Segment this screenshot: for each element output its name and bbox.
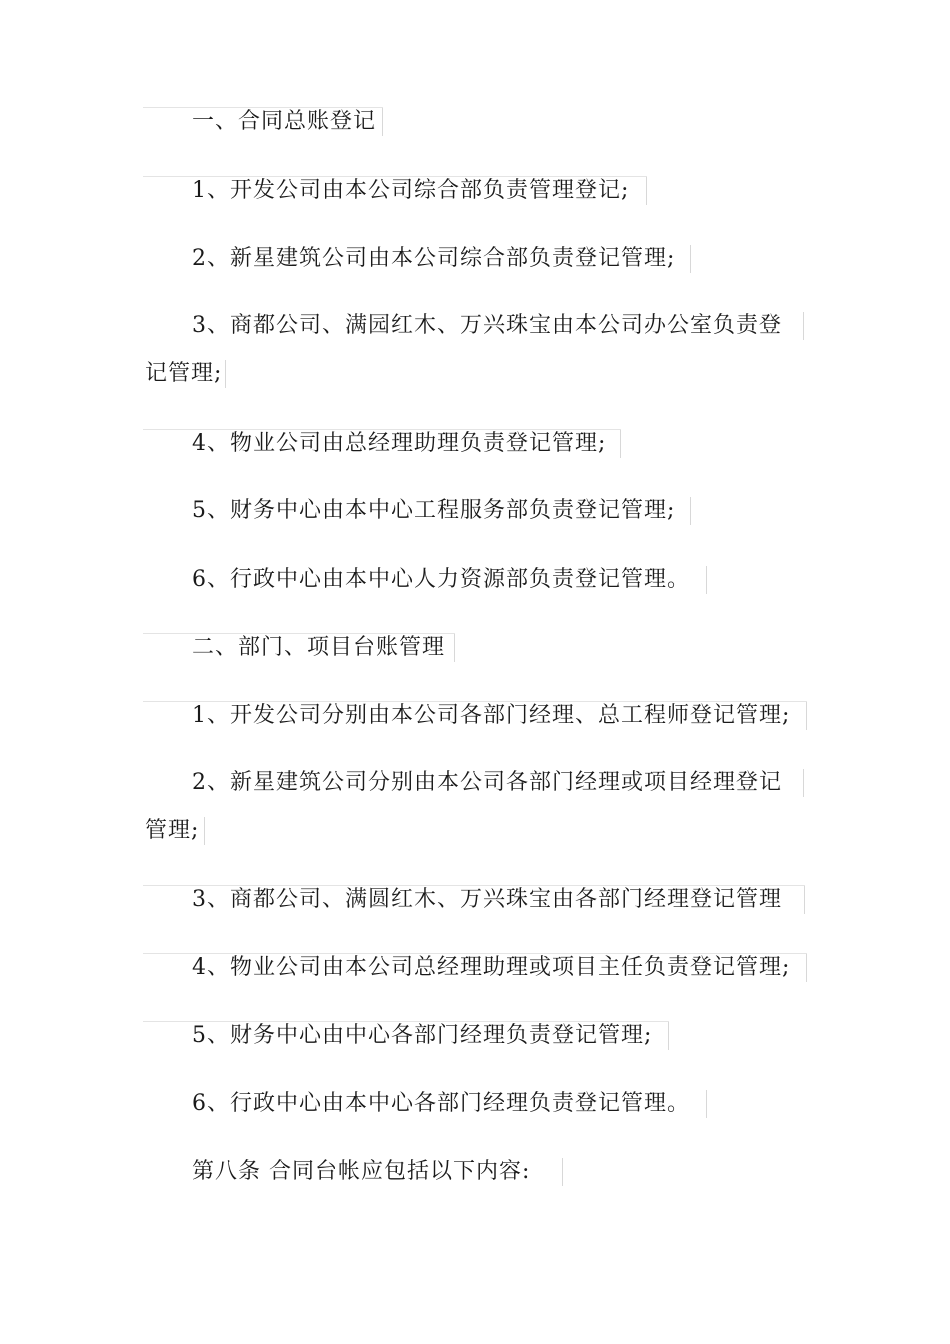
paragraph-line: 5、财务中心由本中心工程服务部负责登记管理; [192,498,676,523]
guide-rule [803,312,804,340]
list-item [192,177,629,205]
paragraph-line: 管理; [145,818,200,843]
list-item [192,1022,652,1050]
guide-rule [454,634,455,662]
guide-rule [706,566,707,594]
guide-rule [806,954,807,982]
paragraph-line: 4、物业公司由本公司总经理助理或项目主任负责登记管理; [192,955,791,980]
guide-rule [706,1090,707,1118]
guide-rule [803,769,804,797]
list-item [192,1090,690,1118]
paragraph-line: 1、开发公司由本公司综合部负责管理登记; [192,178,630,203]
paragraph-line: 记管理; [145,361,223,386]
paragraph-line: 1、开发公司分别由本公司各部门经理、总工程师登记管理; [192,703,791,728]
list-item [192,566,690,594]
paragraph-line: 二、部门、项目台账管理 [192,635,446,660]
guide-rule [804,886,805,914]
paragraph-line: 2、新星建筑公司分别由本公司各部门经理或项目经理登记 [192,770,782,795]
guide-rule [382,108,383,136]
guide-rule [690,245,691,273]
section-heading [192,634,445,662]
paragraph-line: 5、财务中心由中心各部门经理负责登记管理; [192,1023,653,1048]
list-item [192,702,790,730]
paragraph-line: 3、商都公司、满园红木、万兴珠宝由本公司办公室负责登 [192,313,782,338]
guide-rule [225,360,226,388]
paragraph-line: 2、新星建筑公司由本公司综合部负责登记管理; [192,246,676,271]
guide-rule [204,817,205,845]
guide-rule [646,177,647,205]
article-heading [192,1158,530,1186]
list-item [192,497,675,525]
list-item [192,245,675,273]
list-item [192,769,782,797]
guide-rule [690,497,691,525]
paragraph-line: 3、商都公司、满圆红木、万兴珠宝由各部门经理登记管理 [192,887,782,912]
section-heading [192,108,376,136]
list-item [192,430,606,458]
list-item-continuation [145,817,199,845]
paragraph-line: 6、行政中心由本中心人力资源部负责登记管理。 [192,567,690,592]
paragraph-line: 4、物业公司由总经理助理负责登记管理; [192,431,607,456]
list-item [192,312,782,340]
guide-rule [806,702,807,730]
guide-rule [668,1022,669,1050]
list-item [192,886,782,914]
paragraph-line: 第八条 合同台帐应包括以下内容: [192,1159,531,1184]
list-item-continuation [145,360,222,388]
paragraph-line: 一、合同总账登记 [192,109,377,134]
guide-rule [562,1158,563,1186]
list-item [192,954,790,982]
guide-rule [620,430,621,458]
paragraph-line: 6、行政中心由本中心各部门经理负责登记管理。 [192,1091,690,1116]
